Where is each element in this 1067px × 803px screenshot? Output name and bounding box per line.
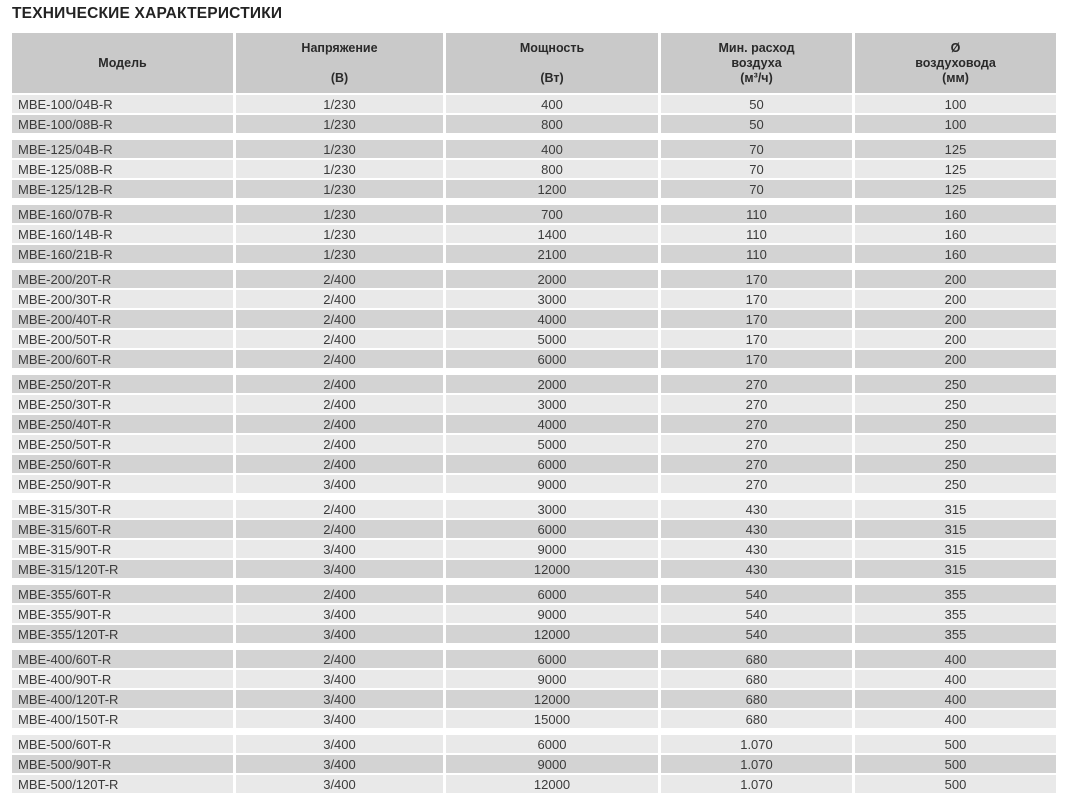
cell-airflow: 70: [661, 180, 852, 198]
cell-diameter: 250: [855, 455, 1056, 473]
cell-model: MBE-400/90T-R: [12, 670, 233, 688]
table-row: [12, 290, 1056, 308]
cell-airflow: 170: [661, 290, 852, 308]
table-row: [12, 625, 1056, 643]
table-row: [12, 585, 1056, 603]
cell-diameter: 400: [855, 690, 1056, 708]
cell-model: MBE-315/90T-R: [12, 540, 233, 558]
cell-airflow: 680: [661, 710, 852, 728]
model-group-MBE-160: [12, 205, 1056, 263]
cell-voltage: 3/400: [236, 670, 443, 688]
cell-model: MBE-100/08B-R: [12, 115, 233, 133]
cell-airflow: 1.070: [661, 755, 852, 773]
table-row: [12, 520, 1056, 538]
cell-power: 6000: [446, 455, 658, 473]
cell-airflow: 540: [661, 625, 852, 643]
cell-diameter: 355: [855, 585, 1056, 603]
cell-model: MBE-250/50T-R: [12, 435, 233, 453]
cell-airflow: 430: [661, 560, 852, 578]
cell-airflow: 270: [661, 395, 852, 413]
table-row: [12, 205, 1056, 223]
cell-diameter: 400: [855, 670, 1056, 688]
model-group-MBE-100: [12, 95, 1056, 133]
cell-diameter: 200: [855, 350, 1056, 368]
cell-diameter: 200: [855, 310, 1056, 328]
cell-power: 12000: [446, 690, 658, 708]
cell-voltage: 1/230: [236, 160, 443, 178]
cell-power: 3000: [446, 500, 658, 518]
cell-power: 12000: [446, 560, 658, 578]
cell-model: MBE-355/120T-R: [12, 625, 233, 643]
table-row: [12, 270, 1056, 288]
table-row: [12, 650, 1056, 668]
header-label-line: воздуха: [731, 55, 782, 70]
cell-diameter: 315: [855, 560, 1056, 578]
cell-voltage: 3/400: [236, 625, 443, 643]
cell-diameter: 160: [855, 225, 1056, 243]
cell-airflow: 70: [661, 140, 852, 158]
cell-voltage: 2/400: [236, 435, 443, 453]
header-label-line: (В): [330, 70, 349, 85]
cell-model: MBE-315/60T-R: [12, 520, 233, 538]
cell-diameter: 315: [855, 500, 1056, 518]
model-group-MBE-500: [12, 735, 1056, 793]
cell-model: MBE-250/40T-R: [12, 415, 233, 433]
table-row: [12, 330, 1056, 348]
cell-diameter: 200: [855, 270, 1056, 288]
header-label-line: (мм): [942, 70, 969, 85]
cell-power: 9000: [446, 670, 658, 688]
cell-diameter: 125: [855, 180, 1056, 198]
cell-model: MBE-400/150T-R: [12, 710, 233, 728]
header-cell-model: [12, 33, 233, 93]
cell-diameter: 100: [855, 95, 1056, 113]
cell-model: MBE-200/40T-R: [12, 310, 233, 328]
cell-power: 6000: [446, 735, 658, 753]
cell-model: MBE-125/04B-R: [12, 140, 233, 158]
cell-voltage: 2/400: [236, 395, 443, 413]
model-group-MBE-250: [12, 375, 1056, 493]
cell-model: MBE-200/30T-R: [12, 290, 233, 308]
cell-voltage: 3/400: [236, 605, 443, 623]
cell-voltage: 1/230: [236, 140, 443, 158]
cell-diameter: 100: [855, 115, 1056, 133]
cell-voltage: 3/400: [236, 755, 443, 773]
cell-airflow: 270: [661, 435, 852, 453]
cell-power: 2000: [446, 270, 658, 288]
cell-power: 6000: [446, 350, 658, 368]
cell-voltage: 1/230: [236, 180, 443, 198]
cell-power: 1200: [446, 180, 658, 198]
table-row: [12, 560, 1056, 578]
cell-power: 3000: [446, 290, 658, 308]
cell-model: MBE-250/30T-R: [12, 395, 233, 413]
model-group-MBE-315: [12, 500, 1056, 578]
cell-power: 9000: [446, 475, 658, 493]
cell-voltage: 2/400: [236, 415, 443, 433]
cell-model: MBE-500/90T-R: [12, 755, 233, 773]
cell-airflow: 1.070: [661, 775, 852, 793]
cell-airflow: 540: [661, 585, 852, 603]
cell-diameter: 355: [855, 605, 1056, 623]
cell-airflow: 70: [661, 160, 852, 178]
cell-airflow: 430: [661, 540, 852, 558]
cell-voltage: 3/400: [236, 690, 443, 708]
model-group-MBE-355: [12, 585, 1056, 643]
table-row: [12, 755, 1056, 773]
header-label-line: Мин. расход: [718, 40, 795, 55]
table-header: [12, 33, 1056, 93]
cell-voltage: 2/400: [236, 585, 443, 603]
cell-diameter: 125: [855, 140, 1056, 158]
cell-power: 4000: [446, 310, 658, 328]
cell-model: MBE-355/90T-R: [12, 605, 233, 623]
cell-diameter: 125: [855, 160, 1056, 178]
cell-model: MBE-160/07B-R: [12, 205, 233, 223]
cell-model: MBE-160/21B-R: [12, 245, 233, 263]
cell-diameter: 400: [855, 710, 1056, 728]
cell-model: MBE-100/04B-R: [12, 95, 233, 113]
table-row: [12, 225, 1056, 243]
cell-power: 400: [446, 95, 658, 113]
cell-airflow: 110: [661, 245, 852, 263]
cell-power: 9000: [446, 755, 658, 773]
spec-table: [12, 33, 1056, 793]
cell-diameter: 500: [855, 775, 1056, 793]
cell-model: MBE-160/14B-R: [12, 225, 233, 243]
cell-voltage: 1/230: [236, 225, 443, 243]
cell-voltage: 2/400: [236, 500, 443, 518]
cell-voltage: 1/230: [236, 95, 443, 113]
cell-power: 800: [446, 115, 658, 133]
cell-voltage: 1/230: [236, 115, 443, 133]
cell-airflow: 110: [661, 205, 852, 223]
table-row: [12, 140, 1056, 158]
cell-voltage: 2/400: [236, 455, 443, 473]
model-group-MBE-125: [12, 140, 1056, 198]
cell-power: 700: [446, 205, 658, 223]
table-row: [12, 115, 1056, 133]
model-group-MBE-200: [12, 270, 1056, 368]
cell-model: MBE-200/50T-R: [12, 330, 233, 348]
cell-model: MBE-400/120T-R: [12, 690, 233, 708]
cell-power: 9000: [446, 540, 658, 558]
table-row: [12, 690, 1056, 708]
cell-model: MBE-250/90T-R: [12, 475, 233, 493]
table-body: [12, 95, 1056, 793]
cell-power: 400: [446, 140, 658, 158]
header-label-line: Мощность: [519, 40, 585, 55]
cell-power: 2000: [446, 375, 658, 393]
table-row: [12, 500, 1056, 518]
cell-model: MBE-250/20T-R: [12, 375, 233, 393]
table-row: [12, 350, 1056, 368]
cell-voltage: 3/400: [236, 475, 443, 493]
cell-airflow: 270: [661, 455, 852, 473]
table-row: [12, 605, 1056, 623]
cell-power: 9000: [446, 605, 658, 623]
table-row: [12, 160, 1056, 178]
cell-airflow: 50: [661, 95, 852, 113]
cell-voltage: 2/400: [236, 270, 443, 288]
cell-model: MBE-315/120T-R: [12, 560, 233, 578]
cell-voltage: 2/400: [236, 520, 443, 538]
table-row: [12, 415, 1056, 433]
table-row: [12, 710, 1056, 728]
cell-model: MBE-500/60T-R: [12, 735, 233, 753]
table-row: [12, 395, 1056, 413]
cell-airflow: 540: [661, 605, 852, 623]
cell-power: 6000: [446, 650, 658, 668]
header-cell-diameter: [855, 33, 1056, 93]
cell-diameter: 315: [855, 520, 1056, 538]
header-label-line: (м³/ч): [740, 70, 773, 85]
header-cell-airflow: [661, 33, 852, 93]
cell-voltage: 2/400: [236, 310, 443, 328]
cell-airflow: 680: [661, 650, 852, 668]
cell-diameter: 250: [855, 395, 1056, 413]
cell-voltage: 3/400: [236, 735, 443, 753]
header-label-line: Напряжение: [301, 40, 378, 55]
cell-diameter: 160: [855, 245, 1056, 263]
cell-voltage: 1/230: [236, 205, 443, 223]
cell-model: MBE-250/60T-R: [12, 455, 233, 473]
cell-diameter: 200: [855, 330, 1056, 348]
table-row: [12, 375, 1056, 393]
cell-voltage: 2/400: [236, 650, 443, 668]
cell-voltage: 2/400: [236, 290, 443, 308]
table-row: [12, 540, 1056, 558]
cell-power: 5000: [446, 435, 658, 453]
header-label-line: Модель: [98, 55, 147, 70]
cell-model: MBE-315/30T-R: [12, 500, 233, 518]
cell-airflow: 680: [661, 690, 852, 708]
table-row: [12, 310, 1056, 328]
cell-model: MBE-125/08B-R: [12, 160, 233, 178]
cell-airflow: 270: [661, 475, 852, 493]
cell-model: MBE-200/60T-R: [12, 350, 233, 368]
header-label-line: воздуховода: [915, 55, 996, 70]
cell-diameter: 160: [855, 205, 1056, 223]
cell-airflow: 430: [661, 500, 852, 518]
table-row: [12, 455, 1056, 473]
header-label-line: Ø: [950, 40, 961, 55]
cell-diameter: 250: [855, 435, 1056, 453]
cell-airflow: 1.070: [661, 735, 852, 753]
cell-airflow: 270: [661, 415, 852, 433]
cell-power: 800: [446, 160, 658, 178]
cell-diameter: 250: [855, 475, 1056, 493]
cell-diameter: 500: [855, 735, 1056, 753]
model-group-MBE-400: [12, 650, 1056, 728]
cell-power: 2100: [446, 245, 658, 263]
table-row: [12, 435, 1056, 453]
cell-diameter: 355: [855, 625, 1056, 643]
header-cell-power: [446, 33, 658, 93]
table-row: [12, 95, 1056, 113]
cell-power: 12000: [446, 625, 658, 643]
cell-airflow: 50: [661, 115, 852, 133]
cell-model: MBE-125/12B-R: [12, 180, 233, 198]
header-cell-voltage: [236, 33, 443, 93]
cell-power: 6000: [446, 520, 658, 538]
cell-power: 15000: [446, 710, 658, 728]
cell-diameter: 250: [855, 375, 1056, 393]
cell-airflow: 680: [661, 670, 852, 688]
cell-voltage: 3/400: [236, 775, 443, 793]
cell-power: 1400: [446, 225, 658, 243]
cell-diameter: 315: [855, 540, 1056, 558]
cell-model: MBE-500/120T-R: [12, 775, 233, 793]
cell-airflow: 430: [661, 520, 852, 538]
table-row: [12, 245, 1056, 263]
cell-airflow: 270: [661, 375, 852, 393]
cell-diameter: 250: [855, 415, 1056, 433]
table-row: [12, 775, 1056, 793]
cell-voltage: 2/400: [236, 330, 443, 348]
cell-airflow: 170: [661, 270, 852, 288]
header-label-line: (Вт): [540, 70, 564, 85]
cell-voltage: 2/400: [236, 350, 443, 368]
cell-power: 6000: [446, 585, 658, 603]
cell-airflow: 170: [661, 350, 852, 368]
cell-power: 12000: [446, 775, 658, 793]
cell-airflow: 170: [661, 330, 852, 348]
cell-power: 5000: [446, 330, 658, 348]
cell-voltage: 3/400: [236, 560, 443, 578]
table-row: [12, 670, 1056, 688]
cell-model: MBE-355/60T-R: [12, 585, 233, 603]
cell-voltage: 2/400: [236, 375, 443, 393]
cell-voltage: 3/400: [236, 710, 443, 728]
cell-airflow: 170: [661, 310, 852, 328]
cell-model: MBE-400/60T-R: [12, 650, 233, 668]
cell-power: 3000: [446, 395, 658, 413]
table-row: [12, 180, 1056, 198]
cell-voltage: 3/400: [236, 540, 443, 558]
cell-diameter: 400: [855, 650, 1056, 668]
page-title: ТЕХНИЧЕСКИЕ ХАРАКТЕРИСТИКИ: [12, 5, 283, 22]
table-row: [12, 735, 1056, 753]
cell-airflow: 110: [661, 225, 852, 243]
cell-model: MBE-200/20T-R: [12, 270, 233, 288]
cell-diameter: 200: [855, 290, 1056, 308]
cell-voltage: 1/230: [236, 245, 443, 263]
cell-power: 4000: [446, 415, 658, 433]
table-row: [12, 475, 1056, 493]
cell-diameter: 500: [855, 755, 1056, 773]
